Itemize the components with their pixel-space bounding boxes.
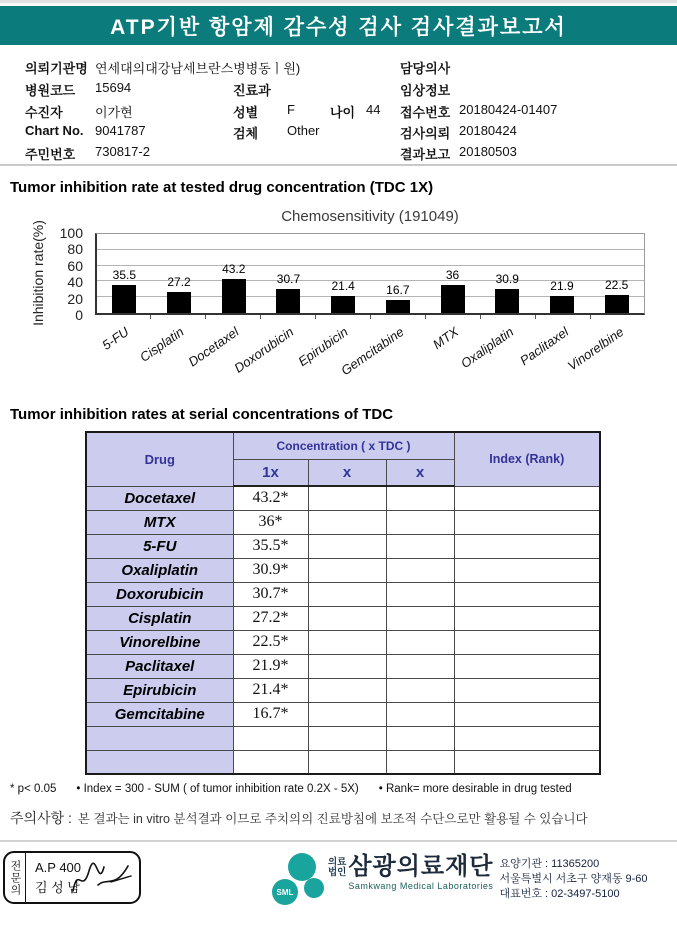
drug-name-cell: Oxaliplatin (86, 558, 233, 582)
concentration-value-cell (386, 702, 454, 726)
bar-value-label: 30.7 (276, 271, 301, 286)
concentration-value-cell (386, 510, 454, 534)
index-rank-cell (454, 534, 600, 558)
bar-Paclitaxel (550, 296, 574, 313)
drug-name-cell (86, 726, 233, 750)
org-type-label (328, 858, 346, 878)
col-header-index-rank: Index (Rank) (454, 432, 600, 486)
col-header-drug: Drug (86, 432, 233, 486)
bar-value-label: 27.2 (167, 274, 191, 289)
table-row (86, 582, 600, 606)
y-tick-label: 80 (67, 241, 83, 258)
value-test-request-date: 20180424 (459, 123, 517, 138)
bar-MTX (441, 285, 465, 313)
drug-name-cell: Docetaxel (86, 486, 233, 510)
table-row (86, 702, 600, 726)
concentration-value-cell (308, 654, 386, 678)
drug-name-cell: 5-FU (86, 534, 233, 558)
x-axis-tick (150, 315, 151, 319)
label-patient-name: 수진자 (25, 105, 63, 120)
bar-value-label: 35.5 (112, 267, 137, 282)
table-row (86, 606, 600, 630)
index-rank-cell (454, 582, 600, 606)
index-rank-cell (454, 702, 600, 726)
drug-name-cell: MTX (86, 510, 233, 534)
concentration-value-cell (386, 630, 454, 654)
y-tick-label: 60 (67, 257, 83, 274)
bar-value-label: 21.4 (331, 279, 355, 294)
table-row (86, 486, 600, 510)
concentration-value-cell (386, 750, 454, 774)
col-header-1x: 1x (233, 459, 308, 486)
concentration-value-cell (386, 558, 454, 582)
bar-series (97, 234, 644, 313)
concentration-value-cell (308, 678, 386, 702)
x-axis-label: Oxaliplatin (457, 324, 517, 372)
col-header-concentration: Concentration ( x TDC ) (233, 432, 454, 459)
value-chart-no: 9041787 (95, 123, 146, 138)
lab-contact-info (499, 857, 647, 902)
concentration-value-cell (308, 702, 386, 726)
table-row (86, 558, 600, 582)
label-chart-no: Chart No. (25, 123, 84, 138)
bar-slot (316, 234, 371, 313)
concentration-value-cell: 21.9* (233, 654, 308, 678)
x-axis-label: MTX (430, 324, 462, 353)
table-row (86, 534, 600, 558)
concentration-value-cell (308, 750, 386, 774)
x-axis-tick (260, 315, 261, 319)
value-hospital-code: 15694 (95, 80, 132, 95)
bar-slot (97, 234, 152, 313)
index-rank-cell (454, 654, 600, 678)
concentration-value-cell: 22.5* (233, 630, 308, 654)
chart-title: Chemosensitivity (191049) (281, 208, 459, 225)
bar-Oxaliplatin (495, 289, 519, 313)
concentration-value-cell (308, 486, 386, 510)
footnotes (10, 783, 677, 795)
index-rank-cell (454, 750, 600, 774)
caution-label: 주의사항 : (10, 810, 72, 826)
concentration-value-cell: 21.4* (233, 678, 308, 702)
label-test-request-date: 검사의뢰 (400, 126, 451, 141)
concentration-value-cell: 30.7* (233, 582, 308, 606)
bar-slot (261, 234, 316, 313)
y-axis-label: Inhibition rate(%) (30, 220, 46, 326)
lab-name-en: Samkwang Medical Laboratories (348, 881, 494, 891)
bar-value-label: 36 (445, 267, 460, 282)
concentration-value-cell (308, 534, 386, 558)
report-title: ATP기반 항암제 감수성 검사 검사결과보고서 (110, 15, 567, 39)
value-specimen: Other (287, 123, 320, 138)
label-report-date: 결과보고 (400, 147, 451, 162)
bar-slot (152, 234, 207, 313)
drug-name-cell: Gemcitabine (86, 702, 233, 726)
label-age: 나이 (330, 105, 356, 120)
index-rank-cell (454, 486, 600, 510)
bar-Epirubicin (331, 296, 355, 313)
patient-info-section (0, 56, 677, 160)
caution-text: 본 결과는 in vitro 분석결과 이므로 주치의의 진료방침에 보조적 수단으로만 활용될 수 있습니다 (77, 812, 588, 826)
org-type-top: 의료 (328, 857, 347, 868)
concentration-value-cell (308, 558, 386, 582)
footnote-item: * p< 0.05 (10, 783, 57, 795)
concentration-value-cell (308, 510, 386, 534)
concentration-value-cell (386, 678, 454, 702)
concentration-value-cell (308, 606, 386, 630)
table-row (86, 630, 600, 654)
index-rank-cell (454, 726, 600, 750)
concentration-value-cell (386, 486, 454, 510)
bar-value-label: 43.2 (222, 261, 246, 276)
caution-note (10, 808, 677, 828)
x-axis-tick (370, 315, 371, 319)
contact-line: 서울특별시 서초구 양재동 9-60 (499, 873, 648, 885)
x-axis-tick (590, 315, 591, 319)
footer (0, 842, 677, 909)
contact-line: 대표번호 : 02-3497-5100 (499, 888, 620, 900)
table-row (86, 678, 600, 702)
sml-logo-icon (269, 851, 325, 909)
drug-name-cell: Paclitaxel (86, 654, 233, 678)
x-axis-tick (425, 315, 426, 319)
table-row (86, 510, 600, 534)
index-rank-cell (454, 606, 600, 630)
lab-brand (269, 851, 648, 909)
concentration-value-cell (386, 726, 454, 750)
x-axis-label: Doxorubicin (231, 324, 297, 376)
table-row (86, 654, 600, 678)
specialist-name: 김 성 남 (35, 880, 80, 895)
x-axis-tick (315, 315, 316, 319)
bar-slot (589, 234, 644, 313)
bar-slot (480, 234, 535, 313)
label-sex: 성별 (233, 105, 259, 120)
value-receipt-no: 20180424-01407 (459, 102, 558, 117)
label-specimen: 검체 (233, 126, 259, 141)
index-rank-cell (454, 510, 600, 534)
concentration-value-cell (386, 606, 454, 630)
footnote-item: • Rank= more desirable in drug tested (378, 783, 572, 795)
x-axis-tick (205, 315, 206, 319)
label-receipt-no: 접수번호 (400, 105, 451, 120)
chart-section-title: Tumor inhibition rate at tested drug concentration (TDC 1X) (10, 179, 434, 196)
org-type-bottom: 법인 (328, 867, 347, 878)
x-axis-tick (480, 315, 481, 319)
bar-value-label: 30.9 (495, 271, 519, 286)
bar-value-label: 16.7 (386, 282, 410, 297)
concentration-value-cell (386, 654, 454, 678)
concentration-value-cell: 16.7* (233, 702, 308, 726)
value-resident-no: 730817-2 (95, 144, 150, 159)
concentration-value-cell (386, 534, 454, 558)
x-axis-label: Vinorelbine (564, 324, 627, 374)
contact-line: 요양기관 : 11365200 (499, 858, 600, 870)
page-top-strip (0, 0, 677, 5)
x-axis-label: Cisplatin (136, 324, 187, 365)
concentration-table (85, 431, 601, 775)
drug-name-cell: Epirubicin (86, 678, 233, 702)
label-clinical-info: 임상정보 (400, 83, 451, 98)
bar-5-FU (112, 285, 136, 313)
drug-name-cell: Cisplatin (86, 606, 233, 630)
x-axis-labels (95, 315, 645, 393)
bar-Cisplatin (167, 292, 191, 313)
x-axis-label: Gemcitabine (337, 324, 407, 379)
chemosensitivity-chart (0, 208, 677, 393)
concentration-value-cell (386, 582, 454, 606)
index-rank-cell (454, 678, 600, 702)
table-section-title: Tumor inhibition rates at serial concentrations of TDC (10, 406, 394, 423)
label-hospital-code: 병원코드 (25, 83, 76, 98)
label-resident-no: 주민번호 (25, 147, 76, 162)
concentration-value-cell (233, 726, 308, 750)
lab-name-ko: 삼광의료재단 (348, 853, 494, 880)
bar-value-label: 22.5 (604, 278, 629, 293)
bar-slot (535, 234, 590, 313)
specialist-sign-box (3, 851, 141, 904)
table-row (86, 726, 600, 750)
index-rank-cell (454, 558, 600, 582)
value-age: 44 (366, 102, 381, 117)
y-tick-label: 0 (75, 307, 83, 323)
concentration-value-cell (308, 726, 386, 750)
concentration-value-cell: 35.5* (233, 534, 308, 558)
x-axis-label: Docetaxel (185, 324, 242, 370)
value-sex: F (287, 102, 295, 117)
label-requesting-org: 의뢰기관명 (25, 61, 88, 76)
concentration-value-cell: 27.2* (233, 606, 308, 630)
value-report-date: 20180503 (459, 144, 517, 159)
value-patient-name: 이가현 (95, 105, 133, 120)
col-header-x3: x (386, 459, 454, 486)
bar-value-label: 21.9 (550, 278, 574, 293)
value-requesting-org: 연세대의대강남세브란스병병동ㅣ원) (95, 61, 301, 76)
plot-area (95, 233, 645, 315)
x-axis-label: Epirubicin (295, 324, 352, 370)
concentration-value-cell: 43.2* (233, 486, 308, 510)
concentration-value-cell (308, 630, 386, 654)
bar-Docetaxel (222, 279, 246, 313)
y-tick-label: 20 (67, 290, 83, 307)
bar-Vinorelbine (605, 295, 629, 313)
bar-Gemcitabine (386, 300, 410, 313)
col-header-x2: x (308, 459, 386, 486)
y-axis-ticks (47, 225, 89, 323)
bar-Doxorubicin (276, 289, 300, 313)
label-doctor: 담당의사 (400, 61, 451, 76)
concentration-value-cell: 30.9* (233, 558, 308, 582)
bar-slot (425, 234, 480, 313)
specialist-role-label: 전문의 (5, 853, 26, 902)
table-row (86, 750, 600, 774)
drug-name-cell: Vinorelbine (86, 630, 233, 654)
report-title-banner (0, 6, 677, 45)
x-axis-label: Paclitaxel (516, 324, 572, 369)
bar-slot (206, 234, 261, 313)
x-axis-label: 5-FU (98, 324, 132, 353)
drug-name-cell: Doxorubicin (86, 582, 233, 606)
x-axis-tick (535, 315, 536, 319)
y-tick-label: 40 (67, 274, 83, 291)
concentration-value-cell (233, 750, 308, 774)
bar-slot (371, 234, 426, 313)
signature (65, 857, 137, 901)
footnote-item: • Index = 300 - SUM ( of tumor inhibition rate 0.2X - 5X) (76, 783, 359, 795)
specialist-code: A.P 400 (35, 860, 82, 875)
concentration-value-cell (308, 582, 386, 606)
section-divider (0, 164, 677, 166)
y-tick-label: 100 (59, 225, 83, 241)
chart-plot-wrap (30, 220, 645, 326)
index-rank-cell (454, 630, 600, 654)
sml-logo-text: SML (276, 888, 294, 897)
drug-name-cell (86, 750, 233, 774)
label-department: 진료과 (233, 83, 271, 98)
concentration-value-cell: 36* (233, 510, 308, 534)
